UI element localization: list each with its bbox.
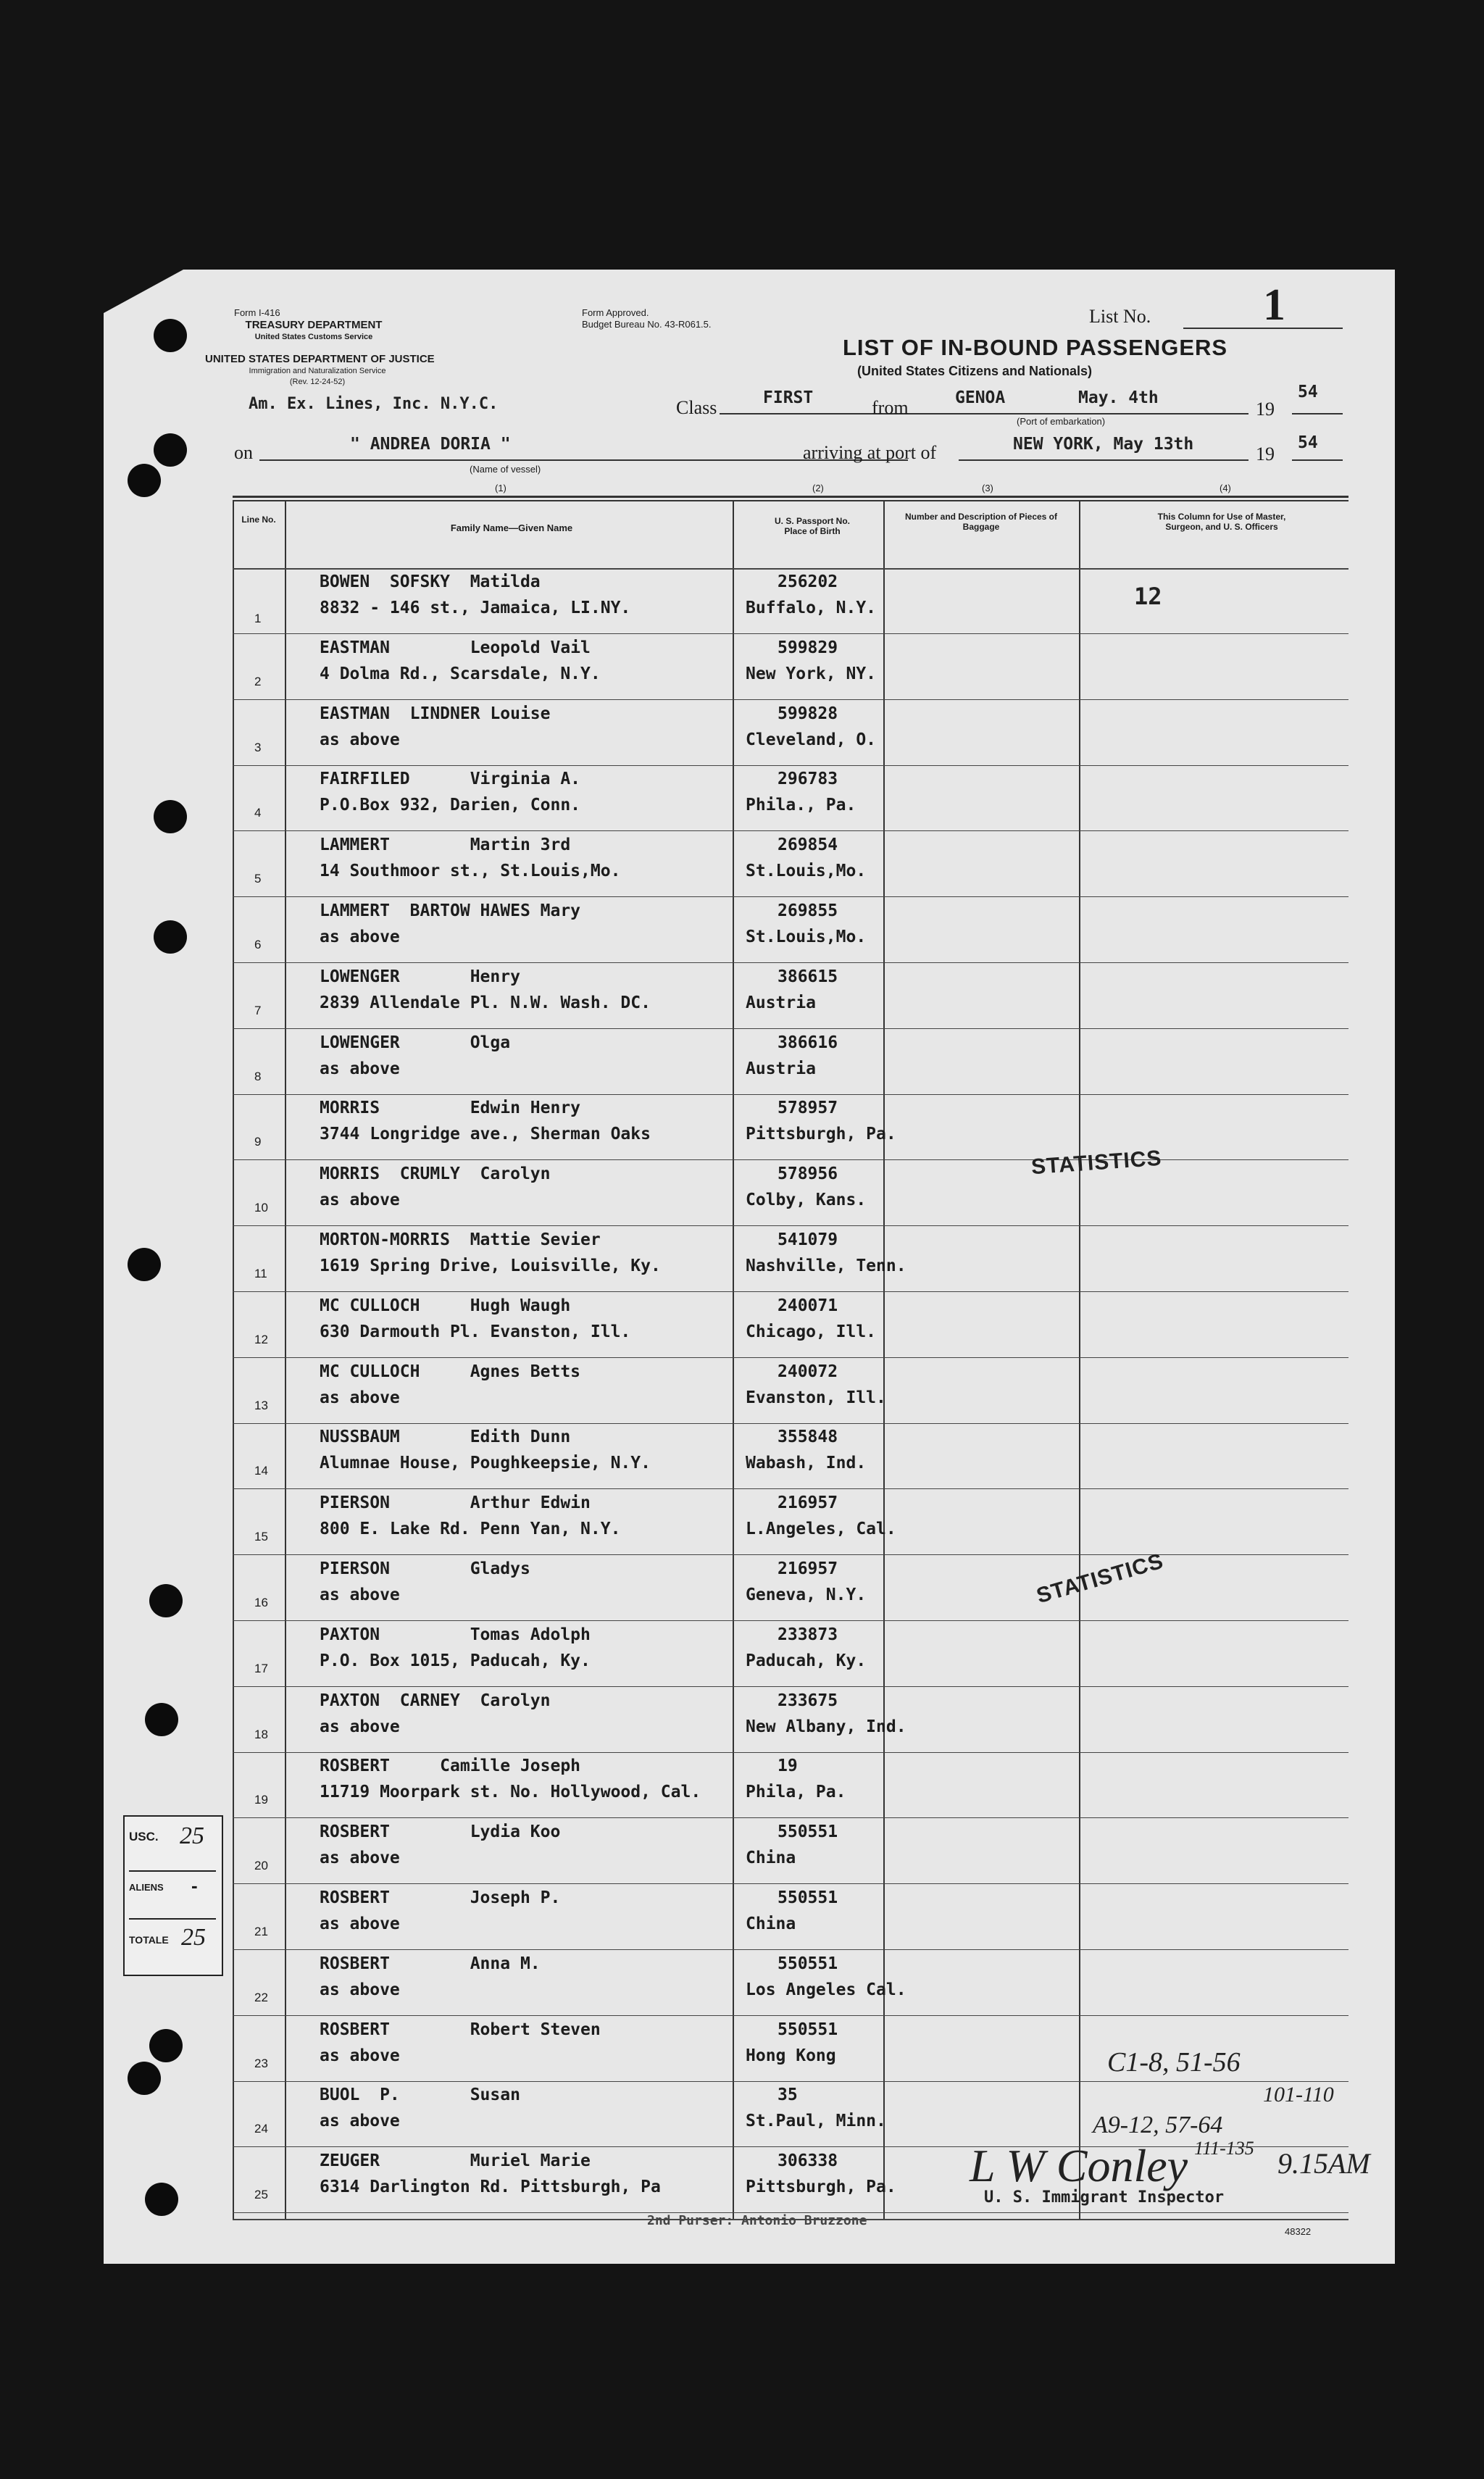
form-number: Form I-416 <box>234 307 280 318</box>
treasury-dept: TREASURY DEPARTMENT <box>245 319 383 331</box>
passport-number: 296783 <box>778 770 838 789</box>
place-of-birth: Chicago, Ill. <box>746 1322 877 1341</box>
passenger-name: LAMMERT Martin 3rd <box>320 836 571 855</box>
passenger-name: PIERSON Gladys <box>320 1559 530 1578</box>
passenger-name: LAMMERT BARTOW HAWES Mary <box>320 901 581 920</box>
table-row <box>233 1358 1392 1424</box>
embarkation-date: May. 4th <box>1078 388 1159 407</box>
line-number: 12 <box>254 1332 268 1346</box>
table-row <box>233 1292 1392 1358</box>
passenger-name: PAXTON CARNEY Carolyn <box>320 1691 551 1710</box>
line-number: 3 <box>254 740 262 754</box>
passenger-address: P.O. Box 1015, Paducah, Ky. <box>320 1651 591 1670</box>
passenger-name: ROSBERT Joseph P. <box>320 1888 561 1907</box>
passport-number: 599829 <box>778 638 838 657</box>
table-row <box>233 1621 1392 1687</box>
passport-number: 550551 <box>778 1954 838 1973</box>
passenger-name: ZEUGER Muriel Marie <box>320 2151 591 2171</box>
on-label: on <box>234 442 253 463</box>
passenger-name: MC CULLOCH Hugh Waugh <box>320 1296 571 1315</box>
passenger-name: EASTMAN Leopold Vail <box>320 638 591 657</box>
line-number: 4 <box>254 806 262 820</box>
aliens-label: ALIENS <box>129 1882 164 1893</box>
place-of-birth: Cleveland, O. <box>746 730 877 749</box>
line-number: 9 <box>254 1135 262 1149</box>
line-number: 11 <box>254 1267 267 1280</box>
passport-number: 256202 <box>778 572 838 591</box>
customs-service: United States Customs Service <box>254 333 373 341</box>
line-number: 20 <box>254 1859 268 1873</box>
table-row <box>233 1423 1392 1489</box>
place-of-birth: L.Angeles, Cal. <box>746 1520 896 1539</box>
passport-number: 233675 <box>778 1691 838 1710</box>
passenger-address: as above <box>320 1586 400 1604</box>
statistics-stamp-2: STATISTICS <box>1033 1549 1167 1609</box>
place-of-birth: Paducah, Ky. <box>746 1651 867 1670</box>
passenger-address: 8832 - 146 st., Jamaica, LI.NY. <box>320 599 631 617</box>
place-of-birth: Austria <box>746 993 816 1012</box>
passport-number: 355848 <box>778 1428 838 1447</box>
place-of-birth: Nashville, Tenn. <box>746 1257 906 1275</box>
line-number: 7 <box>254 1003 262 1017</box>
purser-name: 2nd Purser: Antonio Bruzzone <box>647 2213 867 2228</box>
table-row <box>233 1818 1392 1884</box>
col-num-3: (3) <box>982 483 993 493</box>
year-prefix-2: 19 <box>1256 443 1275 464</box>
passenger-address: as above <box>320 730 400 749</box>
table-row <box>233 1884 1392 1950</box>
table-row <box>233 700 1392 766</box>
line-number: 15 <box>254 1530 268 1544</box>
handwritten-range-4: 111-135 <box>1194 2138 1254 2159</box>
table-row <box>233 568 1392 634</box>
passenger-address: 14 Southmoor st., St.Louis,Mo. <box>320 862 621 881</box>
line-number: 17 <box>254 1661 268 1675</box>
line-number: 18 <box>254 1727 268 1741</box>
year-prefix-1: 19 <box>1256 399 1275 420</box>
table-row <box>233 831 1392 897</box>
passenger-address: as above <box>320 1849 400 1868</box>
place-of-birth: Geneva, N.Y. <box>746 1586 867 1604</box>
passenger-address: 4 Dolma Rd., Scarsdale, N.Y. <box>320 664 601 683</box>
embarkation-year: 54 <box>1298 383 1318 401</box>
place-of-birth: Buffalo, N.Y. <box>746 599 877 617</box>
place-of-birth: New Albany, Ind. <box>746 1717 906 1736</box>
line-number: 14 <box>254 1464 268 1478</box>
line-number: 22 <box>254 1990 268 2004</box>
passenger-name: ROSBERT Robert Steven <box>320 2020 601 2039</box>
line-number: 13 <box>254 1398 268 1412</box>
handwritten-range-2: 101-110 <box>1263 2083 1334 2107</box>
passenger-address: as above <box>320 1191 400 1210</box>
passport-number: 35 <box>778 2086 798 2105</box>
punch-hole <box>145 1703 178 1736</box>
inspector-title: U. S. Immigrant Inspector <box>984 2188 1225 2207</box>
passenger-name: PAXTON Tomas Adolph <box>320 1625 591 1644</box>
place-of-birth: Colby, Kans. <box>746 1191 867 1210</box>
officer-count: 12 <box>1134 583 1162 610</box>
passenger-name: ROSBERT Anna M. <box>320 1954 541 1973</box>
line-number: 25 <box>254 2188 268 2202</box>
line-number: 10 <box>254 1201 268 1215</box>
passenger-address: Alumnae House, Poughkeepsie, N.Y. <box>320 1454 651 1473</box>
place-of-birth: Pittsburgh, Pa. <box>746 1125 896 1144</box>
vessel-caption: (Name of vessel) <box>470 464 541 475</box>
document-title: LIST OF IN-BOUND PASSENGERS <box>843 335 1228 360</box>
passenger-address: 3744 Longridge ave., Sherman Oaks <box>320 1125 651 1144</box>
place-of-birth: China <box>746 1915 796 1933</box>
passenger-address: 800 E. Lake Rd. Penn Yan, N.Y. <box>320 1520 621 1539</box>
passport-number: 386615 <box>778 967 838 986</box>
usc-value: 25 <box>180 1822 204 1849</box>
passenger-address: as above <box>320 1915 400 1933</box>
arrival-year: 54 <box>1298 433 1318 452</box>
passport-number: 240072 <box>778 1362 838 1381</box>
passport-number: 550551 <box>778 1822 838 1842</box>
passport-number: 386616 <box>778 1033 838 1052</box>
arrival-port: NEW YORK, May 13th <box>1013 435 1194 454</box>
passenger-address: as above <box>320 928 400 946</box>
punch-hole <box>149 1584 183 1617</box>
passenger-name: LOWENGER Henry <box>320 967 520 986</box>
passport-number: 216957 <box>778 1559 838 1578</box>
handwritten-range-3: A9-12, 57-64 <box>1093 2112 1223 2138</box>
passenger-address: 11719 Moorpark st. No. Hollywood, Cal. <box>320 1783 701 1802</box>
line-number: 21 <box>254 1925 268 1938</box>
passenger-name: MORRIS CRUMLY Carolyn <box>320 1164 551 1184</box>
passenger-name: PIERSON Arthur Edwin <box>320 1493 591 1513</box>
col-header-officers: This Column for Use of Master, Surgeon, and U. S. Officers <box>1157 512 1286 532</box>
passport-number: 233873 <box>778 1625 838 1644</box>
passenger-name: BUOL P. Susan <box>320 2086 520 2105</box>
place-of-birth: Los Angeles Cal. <box>746 1980 906 1999</box>
total-value: 25 <box>181 1924 206 1951</box>
passenger-name: LOWENGER Olga <box>320 1033 511 1052</box>
punch-hole <box>149 2029 183 2062</box>
table-row <box>233 1555 1392 1621</box>
passport-number: 599828 <box>778 704 838 723</box>
shipping-company: Am. Ex. Lines, Inc. N.Y.C. <box>249 395 499 413</box>
table-row <box>233 765 1392 831</box>
passenger-name: ROSBERT Lydia Koo <box>320 1822 561 1842</box>
passenger-tally-box <box>123 1815 223 1976</box>
handwritten-time: 9.15AM <box>1277 2147 1370 2180</box>
passenger-address: P.O.Box 932, Darien, Conn. <box>320 796 581 815</box>
total-label: TOTALE <box>129 1934 169 1946</box>
place-of-birth: Phila, Pa. <box>746 1783 846 1802</box>
revision-date: (Rev. 12-24-52) <box>289 378 346 386</box>
line-number: 6 <box>254 938 262 951</box>
passenger-name: FAIRFILED Virginia A. <box>320 770 581 789</box>
col-header-line: Line No. <box>241 514 276 525</box>
col-num-2: (2) <box>812 483 824 493</box>
aliens-value: - <box>191 1875 198 1896</box>
passport-number: 269854 <box>778 836 838 855</box>
passenger-address: as above <box>320 1717 400 1736</box>
place-of-birth: St.Louis,Mo. <box>746 862 867 881</box>
inspector-signature: L W Conley <box>970 2140 1188 2191</box>
table-row <box>233 1687 1392 1753</box>
passenger-address: as above <box>320 1059 400 1078</box>
document-subtitle: (United States Citizens and Nationals) <box>857 364 1093 378</box>
passport-number: 578956 <box>778 1164 838 1184</box>
table-row <box>233 634 1392 700</box>
passport-number: 240071 <box>778 1296 838 1315</box>
table-row <box>233 1029 1392 1095</box>
passenger-name: ROSBERT Camille Joseph <box>320 1757 581 1776</box>
place-of-birth: New York, NY. <box>746 664 877 683</box>
col-num-4: (4) <box>1220 483 1231 493</box>
punch-hole <box>128 2062 161 2095</box>
form-approved: Form Approved. <box>582 307 649 318</box>
passenger-address: 630 Darmouth Pl. Evanston, Ill. <box>320 1322 631 1341</box>
passenger-address: as above <box>320 2112 400 2131</box>
punch-hole <box>154 800 187 833</box>
line-number: 8 <box>254 1069 262 1083</box>
line-number: 24 <box>254 2122 268 2136</box>
passenger-address: 2839 Allendale Pl. N.W. Wash. DC. <box>320 993 651 1012</box>
line-number: 19 <box>254 1793 268 1807</box>
passenger-name: MC CULLOCH Agnes Betts <box>320 1362 581 1381</box>
passenger-address: as above <box>320 1980 400 1999</box>
table-row <box>233 897 1392 963</box>
class-label: Class <box>676 397 717 418</box>
passenger-table <box>233 500 1348 2223</box>
passenger-address: as above <box>320 2046 400 2065</box>
line-number: 2 <box>254 674 262 688</box>
punch-hole <box>154 433 187 467</box>
passenger-name: MORTON-MORRIS Mattie Sevier <box>320 1230 601 1249</box>
passport-number: 19 <box>778 1757 798 1776</box>
col-header-baggage: Number and Description of Pieces of Baggage <box>904 512 1058 532</box>
form-code: 48322 <box>1285 2226 1312 2237</box>
punch-hole <box>128 464 161 497</box>
ins-heading: Immigration and Naturalization Service <box>249 367 386 375</box>
table-row <box>233 1950 1392 2016</box>
passenger-list-sheet <box>104 270 1395 2264</box>
list-number: 1 <box>1263 280 1285 330</box>
place-of-birth: St.Louis,Mo. <box>746 928 867 946</box>
passenger-name: NUSSBAUM Edith Dunn <box>320 1428 571 1447</box>
doj-heading: UNITED STATES DEPARTMENT OF JUSTICE <box>205 353 435 365</box>
col-header-passport: U. S. Passport No. Place of Birth <box>774 516 851 536</box>
line-number: 23 <box>254 2056 268 2070</box>
place-of-birth: Wabash, Ind. <box>746 1454 867 1473</box>
table-row <box>233 1752 1392 1818</box>
punch-hole <box>154 319 187 352</box>
line-number: 5 <box>254 872 262 886</box>
passenger-address: 1619 Spring Drive, Louisville, Ky. <box>320 1257 661 1275</box>
passenger-address: as above <box>320 1388 400 1407</box>
table-row <box>233 1094 1392 1160</box>
passport-number: 550551 <box>778 1888 838 1907</box>
passport-number: 269855 <box>778 901 838 920</box>
port-embark-caption: (Port of embarkation) <box>1017 416 1106 427</box>
passport-number: 541079 <box>778 1230 838 1249</box>
passenger-name: EASTMAN LINDNER Louise <box>320 704 551 723</box>
statistics-stamp-1: STATISTICS <box>1030 1146 1163 1180</box>
line-number: 1 <box>254 612 262 625</box>
place-of-birth: Hong Kong <box>746 2046 836 2065</box>
torn-corner <box>104 270 183 320</box>
passport-number: 306338 <box>778 2151 838 2171</box>
place-of-birth: St.Paul, Minn. <box>746 2112 886 2131</box>
punch-hole <box>128 1248 161 1281</box>
passenger-address: 6314 Darlington Rd. Pittsburgh, Pa <box>320 2178 661 2197</box>
passport-number: 578957 <box>778 1099 838 1118</box>
place-of-birth: Phila., Pa. <box>746 796 856 815</box>
table-row <box>233 1226 1392 1292</box>
class-value: FIRST <box>763 388 814 407</box>
table-row <box>233 1489 1392 1555</box>
col-num-1: (1) <box>495 483 507 493</box>
line-number: 16 <box>254 1596 268 1609</box>
punch-hole <box>145 2183 178 2216</box>
vessel-name: " ANDREA DORIA " <box>350 435 511 454</box>
embarkation-port: GENOA <box>955 388 1006 407</box>
budget-bureau: Budget Bureau No. 43-R061.5. <box>582 319 712 330</box>
punch-hole <box>154 920 187 954</box>
arriving-label: arriving at port of <box>803 442 937 463</box>
place-of-birth: Austria <box>746 1059 816 1078</box>
place-of-birth: China <box>746 1849 796 1868</box>
table-row <box>233 963 1392 1029</box>
from-label: from <box>872 397 909 418</box>
place-of-birth: Evanston, Ill. <box>746 1388 886 1407</box>
col-header-name: Family Name—Given Name <box>450 522 573 533</box>
handwritten-range-1: C1-8, 51-56 <box>1107 2047 1241 2078</box>
table-row <box>233 1160 1392 1226</box>
passenger-name: MORRIS Edwin Henry <box>320 1099 581 1118</box>
passport-number: 216957 <box>778 1493 838 1513</box>
usc-label: USC. <box>129 1830 159 1843</box>
passenger-name: BOWEN SOFSKY Matilda <box>320 572 541 591</box>
place-of-birth: Pittsburgh, Pa. <box>746 2178 896 2197</box>
passport-number: 550551 <box>778 2020 838 2039</box>
list-no-label: List No. <box>1089 306 1151 327</box>
